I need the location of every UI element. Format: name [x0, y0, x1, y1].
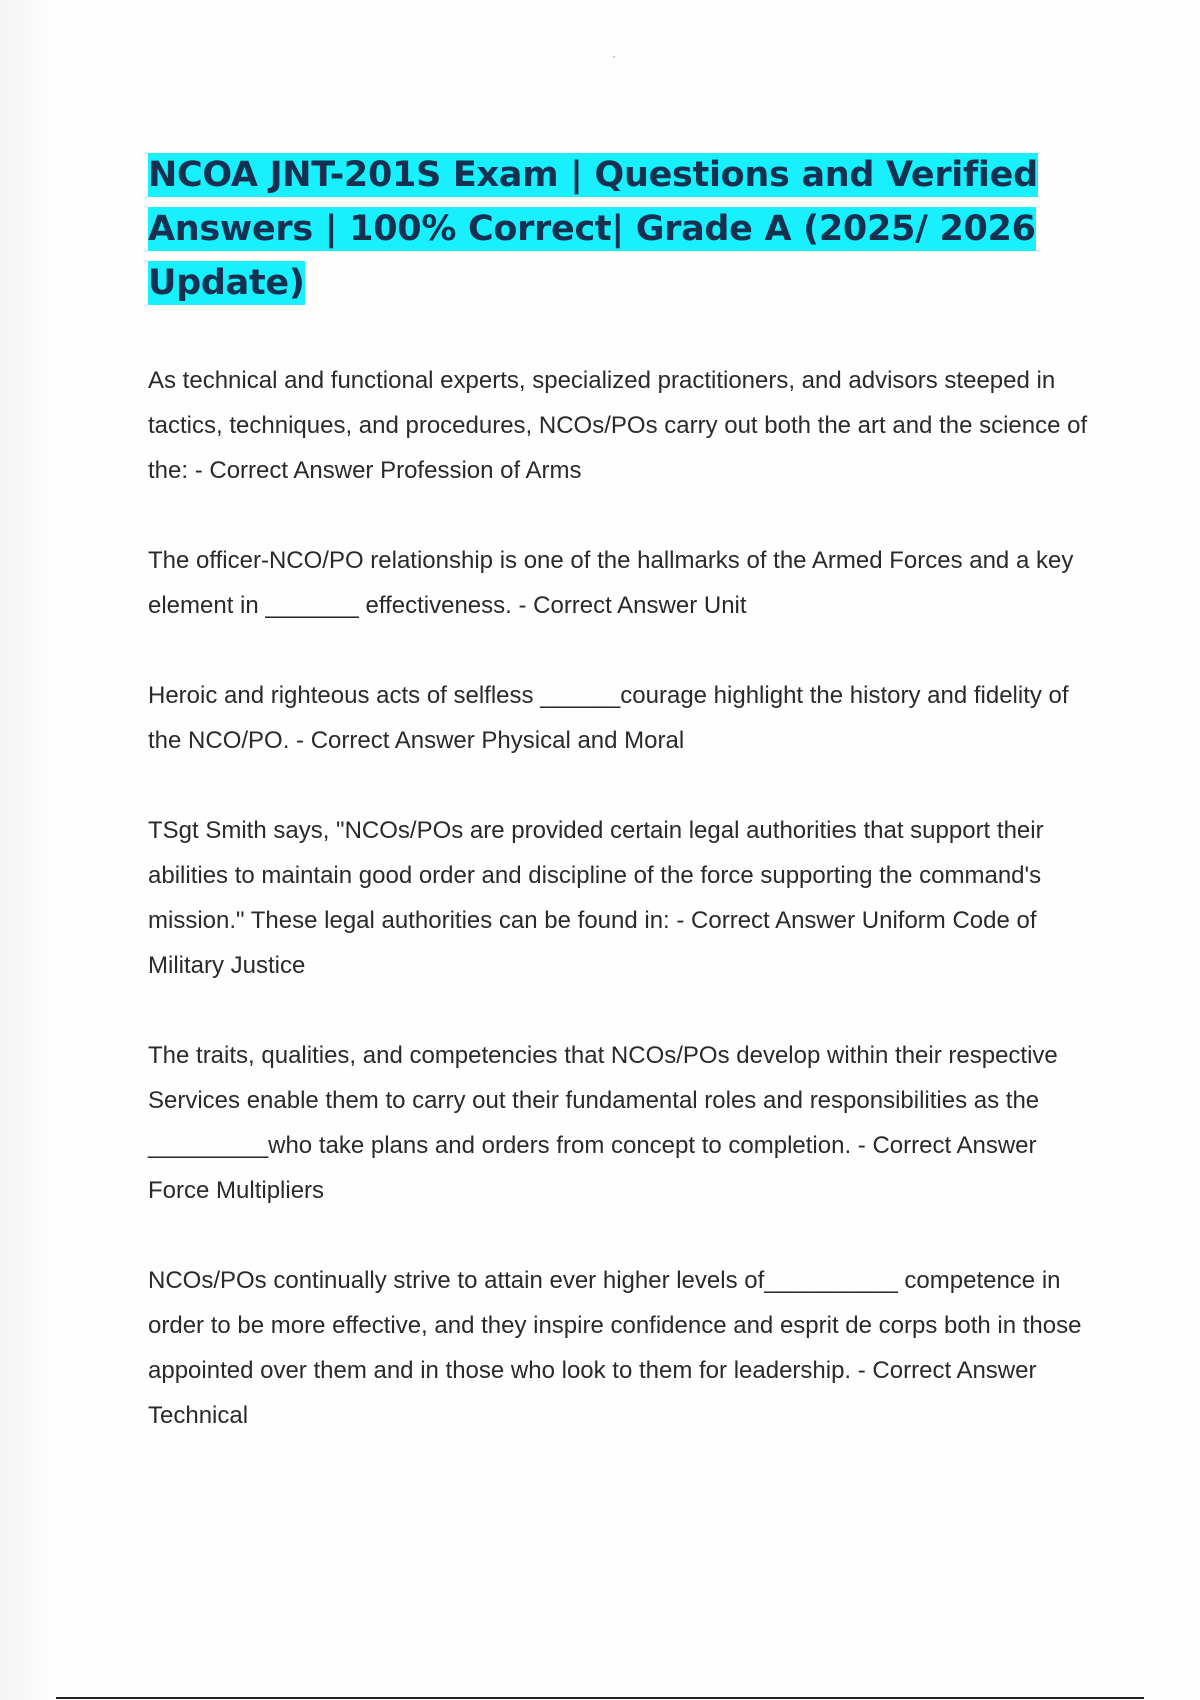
- qa-item: Heroic and righteous acts of selfless ______courage highlight the history and fidelity of the NCO/PO. - Correct Answer Physical and Moral: [148, 682, 1069, 754]
- question-answer-list: [148, 358, 1088, 1483]
- document-title: [148, 148, 1078, 310]
- bottom-divider: [56, 1697, 1144, 1699]
- page-edge-shadow: [0, 0, 48, 1700]
- scan-speck: [613, 56, 615, 58]
- qa-item: TSgt Smith says, "NCOs/POs are provided certain legal authorities that support their abilities to maintain good order and discipline of the force supporting the command's mission." These legal authorities can be found in: - Correct Answer Uniform Code of Military Justice: [148, 817, 1044, 979]
- title-highlight: NCOA JNT-201S Exam | Questions and Verified Answers | 100% Correct| Grade A (2025/ 2026 Update): [148, 155, 1038, 303]
- qa-item: NCOs/POs continually strive to attain ever higher levels of__________ competence in order to be more effective, and they inspire confidence and esprit de corps both in those appointed over them and in those who look to them for leadership. - Correct Answer Technical: [148, 1267, 1082, 1429]
- qa-item: The officer-NCO/PO relationship is one of the hallmarks of the Armed Forces and a key element in _______ effectiveness. - Correct Answer Unit: [148, 547, 1074, 619]
- qa-item: As technical and functional experts, specialized practitioners, and advisors steeped in tactics, techniques, and procedures, NCOs/POs carry out both the art and the science of the: - Correct Answer Profession of Arms: [148, 367, 1088, 484]
- qa-item: The traits, qualities, and competencies that NCOs/POs develop within their respective Services enable them to carry out their fundamental roles and responsibilities as the _________who take plans and orders from concept to completion. - Correct Answer Force Multipliers: [148, 1042, 1058, 1204]
